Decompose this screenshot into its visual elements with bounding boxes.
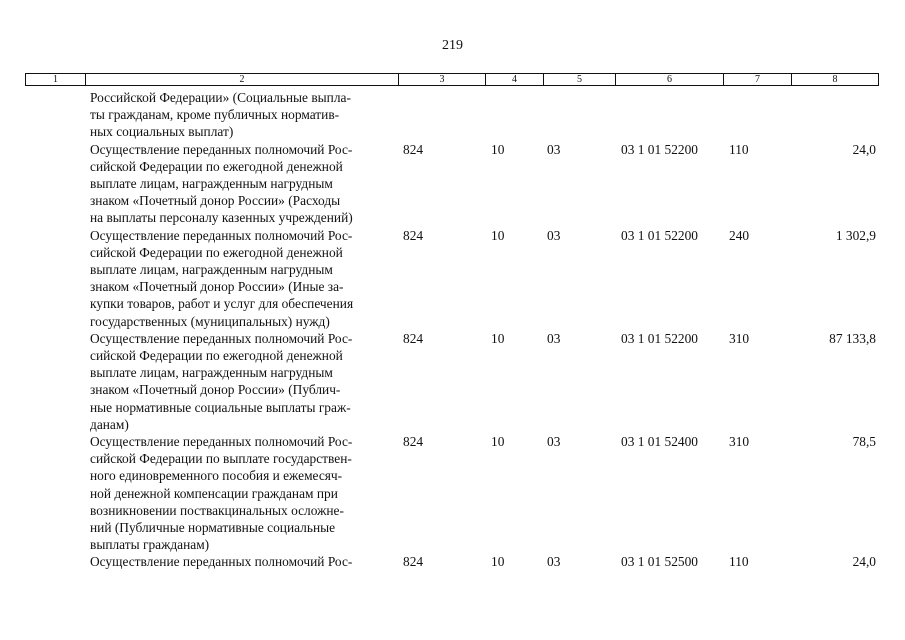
table-body	[0, 89, 905, 571]
header-col-6: 6	[615, 74, 723, 85]
cell-grbs: 824	[403, 554, 424, 570]
description-line: знаком «Почетный донор России» (Расходы	[90, 193, 341, 209]
description-line: ной денежной компенсации гражданам при	[90, 485, 338, 501]
description-line: сийской Федерации по ежегодной денежной	[90, 244, 343, 260]
cell-amount: 87 133,8	[829, 330, 876, 346]
description-line: сийской Федерации по ежегодной денежной	[90, 348, 343, 364]
cell-section: 10	[491, 554, 505, 570]
header-col-1: 1	[53, 74, 58, 85]
description-line: выплате лицам, награжденным нагрудным	[90, 176, 333, 192]
description-line: на выплаты персоналу казенных учреждений)	[90, 210, 353, 226]
description-line: ных социальных выплат)	[90, 124, 234, 140]
header-col-8: 8	[791, 74, 878, 85]
cell-target-article: 03 1 01 52400	[621, 434, 698, 450]
header-col-4: 4	[485, 74, 543, 85]
description-line: выплате лицам, награжденным нагрудным	[90, 365, 333, 381]
table-header	[25, 73, 879, 86]
cell-section: 10	[491, 227, 505, 243]
cell-amount: 24,0	[852, 554, 876, 570]
header-col-5: 5	[543, 74, 615, 85]
cell-grbs: 824	[403, 141, 424, 157]
cell-amount: 24,0	[852, 141, 876, 157]
description-line: ного единовременного пособия и ежемесяч-	[90, 468, 343, 484]
cell-grbs: 824	[403, 330, 424, 346]
row-description	[90, 330, 390, 433]
description-line: выплате лицам, награжденным нагрудным	[90, 262, 333, 278]
cell-amount: 78,5	[852, 434, 876, 450]
description-line: сийской Федерации по ежегодной денежной	[90, 158, 343, 174]
cell-target-article: 03 1 01 52200	[621, 330, 698, 346]
cell-grbs: 824	[403, 434, 424, 450]
cell-target-article: 03 1 01 52200	[621, 141, 698, 157]
cell-subsection: 03	[547, 227, 561, 243]
description-line: выплаты гражданам)	[90, 537, 210, 553]
page-number: 219	[442, 38, 463, 53]
row-description	[90, 227, 390, 330]
description-line: знаком «Почетный донор России» (Публич-	[90, 382, 341, 398]
cell-expense-type: 310	[729, 434, 750, 450]
description-line: ные нормативные социальные выплаты граж-	[90, 399, 351, 415]
table-row	[0, 89, 905, 141]
row-description	[90, 141, 390, 227]
description-line: купки товаров, работ и услуг для обеспечения	[90, 296, 354, 312]
cell-expense-type: 310	[729, 330, 750, 346]
description-line: государственных (муниципальных) нужд)	[90, 313, 330, 329]
description-line: ний (Публичные нормативные социальные	[90, 520, 336, 536]
table-row	[0, 141, 905, 227]
row-description	[90, 553, 390, 570]
description-line: знаком «Почетный донор России» (Иные за-	[90, 279, 344, 295]
description-line: Осуществление переданных полномочий Рос-	[90, 434, 353, 450]
description-line: сийской Федерации по выплате государствен-	[90, 451, 352, 467]
table-row	[0, 553, 905, 570]
description-line: ты гражданам, кроме публичных норматив-	[90, 107, 340, 123]
description-line: Осуществление переданных полномочий Рос-	[90, 141, 353, 157]
cell-expense-type: 110	[729, 554, 749, 570]
cell-expense-type: 110	[729, 141, 749, 157]
cell-subsection: 03	[547, 554, 561, 570]
cell-grbs: 824	[403, 227, 424, 243]
cell-subsection: 03	[547, 434, 561, 450]
table-row	[0, 227, 905, 330]
row-description	[90, 89, 390, 141]
cell-target-article: 03 1 01 52500	[621, 554, 698, 570]
header-col-7: 7	[723, 74, 791, 85]
cell-subsection: 03	[547, 330, 561, 346]
cell-section: 10	[491, 141, 505, 157]
cell-amount: 1 302,9	[835, 227, 876, 243]
cell-section: 10	[491, 434, 505, 450]
cell-subsection: 03	[547, 141, 561, 157]
header-col-3: 3	[398, 74, 485, 85]
cell-expense-type: 240	[729, 227, 750, 243]
description-line: Осуществление переданных полномочий Рос-	[90, 554, 353, 570]
row-description	[90, 433, 390, 553]
table-row	[0, 433, 905, 553]
description-line: Осуществление переданных полномочий Рос-	[90, 227, 353, 243]
description-line: Российской Федерации» (Социальные выпла-	[90, 90, 351, 105]
cell-section: 10	[491, 330, 505, 346]
cell-target-article: 03 1 01 52200	[621, 227, 698, 243]
description-line: Осуществление переданных полномочий Рос-	[90, 330, 353, 346]
description-line: данам)	[90, 416, 129, 432]
table-row	[0, 330, 905, 433]
description-line: возникновении поствакцинальных осложне-	[90, 502, 344, 518]
header-col-2: 2	[85, 74, 398, 85]
